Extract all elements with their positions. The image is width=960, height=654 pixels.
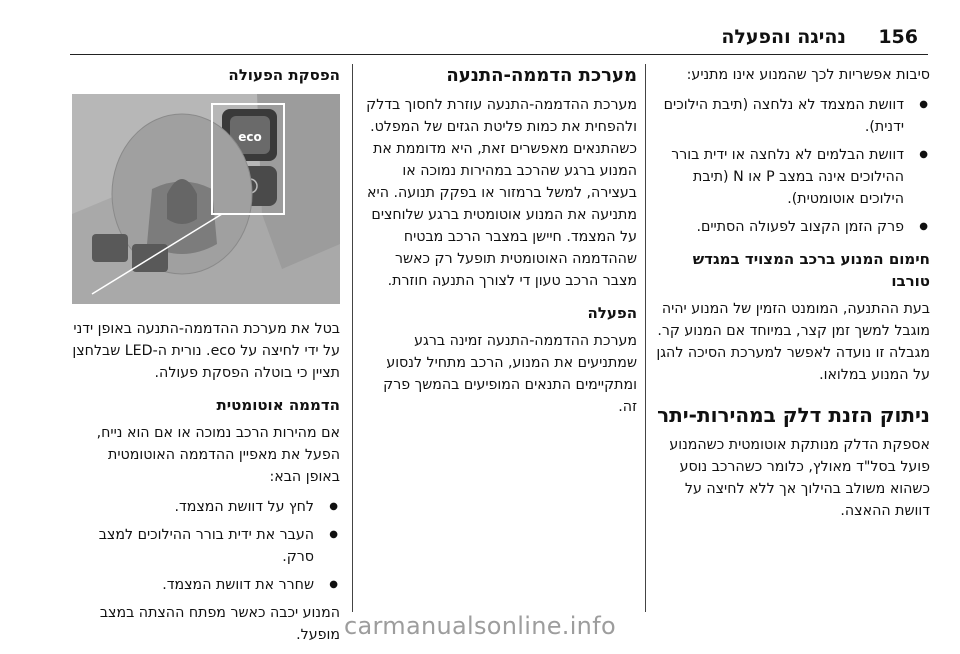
heading-activation: הפעלה (587, 304, 637, 322)
gear-console-icon (72, 94, 340, 304)
page-number: 156 (878, 26, 918, 48)
intro-text: סיבות אפשריות לכך שהמנוע אינו מתניע: (686, 67, 930, 83)
chapter-title: נהיגה והפעלה (721, 26, 846, 48)
paragraph-switch: בטל את מערכת ההדממה-התנעה באופן ידני על ידי לחיצה על eco. נורית ה-LED שבלחצן תציין כי בוטלה הפסקת פעולה. (72, 321, 340, 381)
list-item: ● דוושת המצמד לא נלחצה (תיבת הילוכים ידנית). (655, 94, 930, 138)
eco-button-label: eco (238, 130, 262, 144)
list-item: ● דוושת הבלמים לא נלחצה או ידית בורר ההילוכים אינה במצב P או N (תיבת הילוכים אוטומטית). (655, 144, 930, 210)
watermark: carmanualsonline.info (344, 612, 616, 640)
page-header (70, 26, 928, 55)
column-right (655, 64, 930, 530)
paragraph-cutoff: אספקת הדלק מנותקת אוטומטית כשהמנוע פועל בסל"ד מאולץ, כלומר כשהרכב נוסע כשהוא משולב בהילוך אך ללא לחיצה על דוושת ההאצה. (669, 437, 930, 519)
paragraph-activation: מערכת ההדממה-התנעה זמינה ברגע שמתניעים את המנוע, הרכב מתחיל לנסוע ומתקיימים התנאים המופיעים בהמשך פרק זה. (383, 333, 637, 415)
column-left (72, 64, 340, 654)
paragraph-heating: בעת ההתנעה, המומנט הזמין של המנוע יהיה מוגבל למשך זמן קצר, במיוחד אם המנוע קר. מגבלה זו נועדה לאפשר למערכת הסיכה להגן על המנוע במלואו. (656, 301, 930, 383)
heading-cutoff: ניתוק הזנת דלק במהירות-יתר (657, 403, 930, 427)
list-item: ● שחרר את דוושת המצמד. (72, 574, 340, 596)
list-item: ● פרק הזמן הקצוב לפעולה הסתיים. (655, 216, 930, 238)
list-item: ● העבר את ידית בורר ההילוכים למצב סרק. (72, 524, 340, 568)
reasons-list (655, 94, 930, 238)
column-divider (645, 64, 646, 612)
heading-main: מערכת הדממה-התנעה (446, 65, 637, 86)
heading-switch: הפסקת הפעולה (228, 66, 340, 84)
column-divider (352, 64, 353, 612)
heading-heating: חימום המנוע ברכב המצויד במגדש טורבו (692, 250, 930, 290)
paragraph-auto: אם מהירות הרכב נמוכה או אם הוא נייח, הפעל את מאפיין ההדממה האוטומטית באופן הבא: (96, 425, 340, 485)
heading-auto: הדממה אוטומטית (216, 396, 340, 414)
list-item: ● לחץ על דוושת המצמד. (72, 496, 340, 518)
paragraph-end: המנוע יכבה כאשר מפתח ההצתה במצב מופעל. (99, 605, 340, 643)
column-middle (362, 64, 637, 426)
auto-steps-list (72, 496, 340, 596)
console-illustration (72, 94, 340, 304)
paragraph-main: מערכת ההדממה-התנעה עוזרת לחסוך בדלק ולהפחית את כמות פליטת הגזים של המפלט. כשהתנאים מאפשרים זאת, היא מדוממת את המנוע ברגע שהרכב במהירות נמוכה או בעצירה, למשל ברמזור או בפקק תנועה. היא מתניעה את המנוע אוטומטית ברגע שלוחצים על המצמד. חיישן במצבר הרכב מבטיח שההדממה האוטומטית תופעל רק כאשר מצבר הרכב טעון די לצורך התנעה חוזרת. (366, 97, 637, 289)
